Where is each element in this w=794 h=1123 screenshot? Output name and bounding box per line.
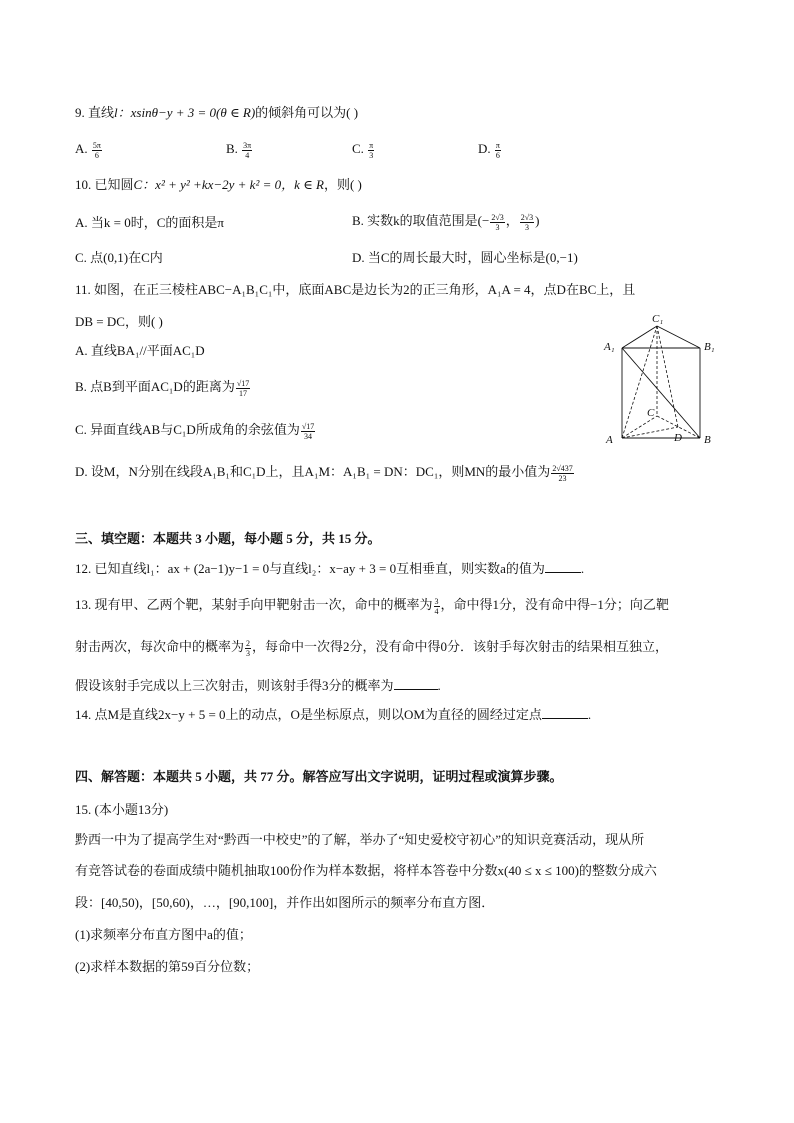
q9-option-b: B. $\frac{3\pi}{4}$ — [226, 140, 252, 160]
q9-option-c: C. $\frac{\pi}{3}$ — [352, 140, 374, 160]
q15-paragraph-line1: 黔西一中为了提高学生对“黔西一中校史”的了解，举办了“知史爱校守初心”的知识竞赛活动，现从所 — [75, 832, 645, 847]
q13-answer-blank[interactable] — [394, 677, 438, 690]
q11-stem-line1: 11. 如图，在正三棱柱ABC−A₁B₁C₁中，底面ABC是边长为2的正三角形，A₁A = 4，点D在BC上，且 — [75, 282, 636, 297]
q11-option-d: D. 设M，N分别在线段A₁B₁和C₁D上，且A₁M：A₁B₁ = DN：DC₁，则MN的最小值为 $\frac{2√437}{23}$ — [75, 463, 573, 483]
label-a: A — [606, 434, 613, 446]
label-b1: B₁ — [704, 341, 715, 353]
q15-paragraph-line3: 段：[40,50)，[50,60)，…，[90,100]，并作出如图所示的频率分布直方图． — [75, 895, 495, 910]
label-a1: A₁ — [604, 341, 615, 353]
q15-subquestion-2: (2)求样本数据的第59百分位数； — [75, 959, 260, 974]
q10-option-c: C. 点(0,1)在C内 — [75, 250, 163, 265]
q10-stem: 10. 已知圆C：x² + y² +kx−2y + k² = 0，k ∈ R，则( ) — [75, 177, 362, 192]
segment-a1-b — [622, 348, 700, 438]
label-c1: C₁ — [652, 313, 664, 325]
label-d: D — [674, 432, 682, 444]
q10-option-a: A. 当k = 0时，C的面积是π — [75, 215, 224, 230]
q14: 14. 点M是直线2x−y + 5 = 0上的动点，O是坐标原点，则以OM为直径的圆经过定点 . — [75, 707, 592, 722]
edge-c1-b1 — [657, 326, 700, 348]
q9-equation: l：xsinθ−y + 3 = 0(θ ∈ R) — [114, 105, 256, 120]
q11-stem-line2: DB = DC，则( ) — [75, 314, 163, 329]
q14-answer-blank[interactable] — [542, 706, 588, 719]
edge-a1-c1 — [622, 326, 657, 348]
segment-c1-d — [657, 326, 678, 427]
q15-heading: 15. (本小题13分) — [75, 802, 169, 817]
q13-line1: 13. 现有甲、乙两个靶，某射手向甲靶射击一次，命中的概率为 $\frac{3}{4}$ ，命中得1分，没有命中得−1分；向乙靶 — [75, 596, 669, 616]
q10-option-d: D. 当C的周长最大时，圆心坐标是(0,−1) — [352, 250, 578, 265]
q10-option-b: B. 实数k的取值范围是(− $\frac{2√3}{3}$ ， $\frac{2√3}{3}$ ) — [352, 212, 540, 232]
q10-equation: C：x² + y² +kx−2y + k² = 0，k ∈ R — [133, 177, 324, 192]
label-b: B — [704, 434, 711, 446]
q11-option-c: C. 异面直线AB与C₁D所成角的余弦值为 $\frac{√17}{34}$ — [75, 421, 315, 441]
prism-figure — [600, 308, 730, 448]
q11-option-b: B. 点B到平面AC₁D的距离为 $\frac{√17}{17}$ — [75, 378, 250, 398]
section4-title: 四、解答题：本题共 5 小题，共 77 分。解答应写出文字说明，证明过程或演算步骤。 — [75, 769, 563, 784]
q9-stem: 9. 直线l：xsinθ−y + 3 = 0(θ ∈ R)的倾斜角可以为( ) — [75, 105, 359, 120]
label-c: C — [647, 407, 655, 419]
section3-title: 三、填空题：本题共 3 小题，每小题 5 分，共 15 分。 — [75, 531, 381, 546]
q11-option-a: A. 直线BA₁//平面AC₁D — [75, 343, 205, 358]
q9-option-d: D. $\frac{\pi}{6}$ — [478, 140, 500, 160]
q12-answer-blank[interactable] — [545, 560, 581, 573]
q15-subquestion-1: (1)求频率分布直方图中a的值； — [75, 927, 252, 942]
q12: 12. 已知直线l₁：ax + (2a−1)y−1 = 0与直线l₂：x−ay + 3 = 0互相垂直，则实数a的值为 . — [75, 561, 585, 576]
q13-line2: 射击两次，每次命中的概率为 $\frac{2}{3}$ ，每命中一次得2分，没有命中得0分．该射手每次射击的结果相互独立， — [75, 638, 669, 658]
q9-option-a: A. $\frac{5\pi}{6}$ — [75, 140, 101, 160]
q15-paragraph-line2: 有竞答试卷的卷面成绩中随机抽取100份作为样本数据，将样本答卷中分数x(40 ≤ x ≤ 100)的整数分成六 — [75, 863, 657, 878]
q13-line3: 假设该射手完成以上三次射击，则该射手得3分的概率为 . — [75, 678, 441, 693]
